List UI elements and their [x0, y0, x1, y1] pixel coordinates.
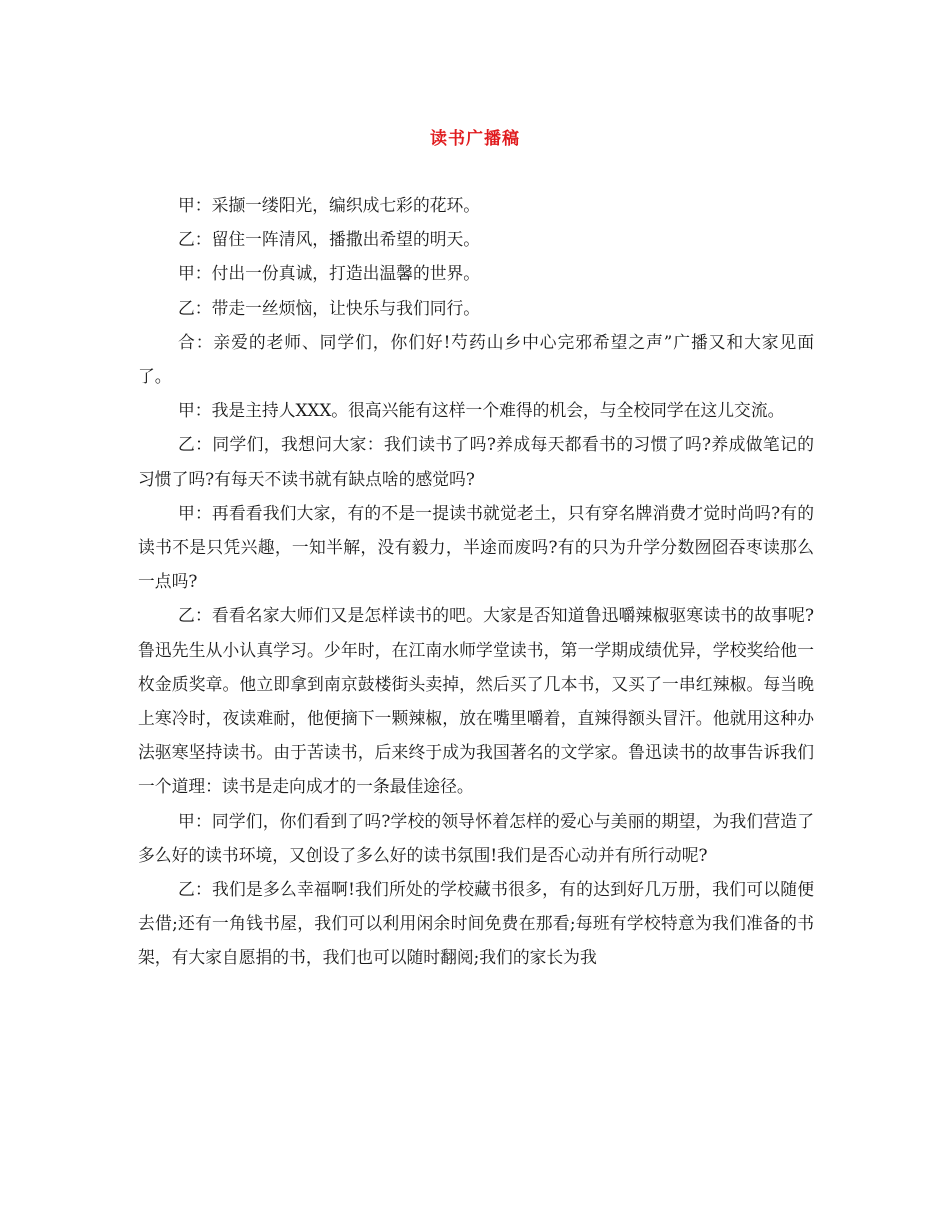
- paragraph: 甲：再看看我们大家，有的不是一提读书就觉老土，只有穿名牌消费才觉时尚吗?有的读书不是只凭兴趣，一知半解，没有毅力，半途而废吗?有的只为升学分数囫囵吞枣读那么一点吗?: [138, 502, 814, 592]
- document-title: 读书广播稿: [430, 129, 520, 149]
- paragraph: 乙：带走一丝烦恼，让快乐与我们同行。: [178, 297, 481, 318]
- paragraph: 乙：看看名家大师们又是怎样读书的吧。大家是否知道鲁迅嚼辣椒驱寒读书的故事呢?鲁迅先生从小认真学习。少年时，在江南水师学堂读书，第一学期成绩优异，学校奖给他一枚金质奖章。他立即拿到南京鼓楼街头卖掉，然后买了几本书，又买了一串红辣椒。每当晚上寒冷时，夜读难耐，他便摘下一颗辣椒，放在嘴里嚼着，直辣得额头冒汗。他就用这种办法驱寒坚持读书。由于苦读书，后来终于成为我国著名的文学家。鲁迅读书的故事告诉我们一个道理：读书是走向成才的一条最佳途径。: [138, 605, 814, 797]
- paragraph: 甲：同学们，你们看到了吗?学校的领导怀着怎样的爱心与美丽的期望，为我们营造了多么好的读书环境，又创设了多么好的读书氛围!我们是否心动并有所行动呢?: [138, 810, 814, 865]
- paragraph: 乙：留住一阵清风，播撒出希望的明天。: [178, 229, 481, 250]
- paragraph: 甲：采撷一缕阳光，编织成七彩的花环。: [178, 195, 481, 215]
- paragraph: 乙：同学们，我想问大家：我们读书了吗?养成每天都看书的习惯了吗?养成做笔记的习惯了吗?有每天不读书就有缺点啥的感觉吗?: [138, 434, 814, 489]
- paragraph: 甲：付出一份真诚，打造出温馨的世界。: [178, 263, 481, 284]
- paragraph: 乙：我们是多么幸福啊!我们所处的学校藏书很多，有的达到好几万册，我们可以随便去借;还有一角钱书屋，我们可以利用闲余时间免费在那看;每班有学校特意为我们准备的书架，有大家自愿捐的书，我们也可以随时翻阅;我们的家长为我: [138, 879, 814, 968]
- paragraph: 合：亲爱的老师、同学们，你们好!芍药山乡中心完邪希望之声”广播又和大家见面了。: [138, 331, 814, 387]
- paragraph: 甲：我是主持人XXX。很高兴能有这样一个难得的机会，与全校同学在这儿交流。: [178, 400, 785, 421]
- document-body: [138, 188, 814, 975]
